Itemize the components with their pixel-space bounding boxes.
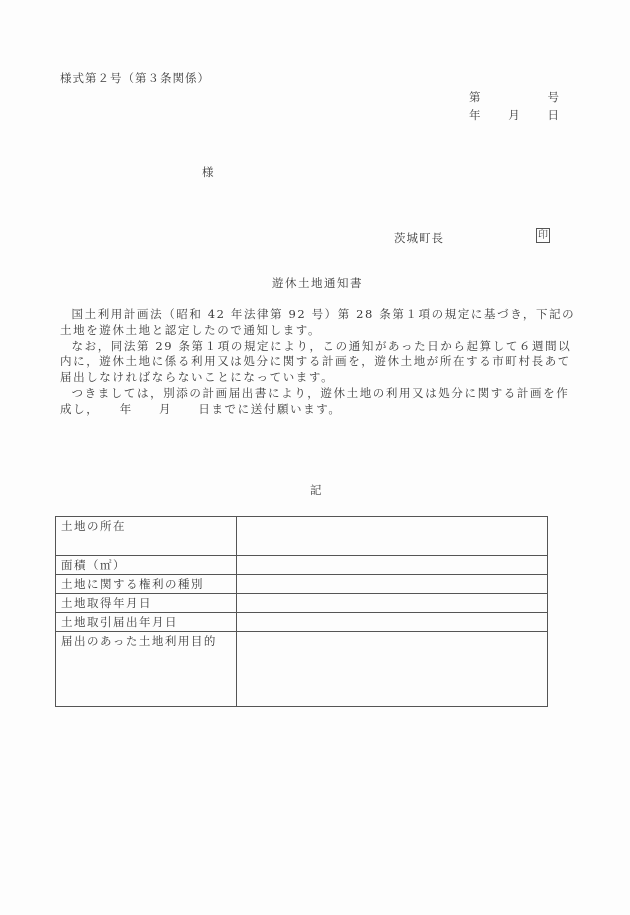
date-month: 月 bbox=[508, 108, 520, 122]
document-number-line bbox=[469, 89, 559, 105]
row-value[interactable] bbox=[237, 594, 548, 613]
body-text bbox=[60, 307, 580, 418]
land-info-table bbox=[55, 516, 548, 707]
seal-icon: 印 bbox=[538, 230, 548, 241]
number-suffix: 号 bbox=[547, 90, 559, 104]
paragraph-1: 国土利用計画法（昭和 42 年法律第 92 号）第 28 条第１項の規定に基づき，下記の土地を遊休土地と認定したので通知します。 bbox=[60, 307, 576, 337]
table-row bbox=[56, 594, 548, 613]
row-value[interactable] bbox=[237, 632, 548, 707]
document-date-line bbox=[469, 107, 559, 123]
row-value[interactable] bbox=[237, 575, 548, 594]
sender-title: 茨城町長 bbox=[394, 231, 444, 245]
table-row bbox=[56, 632, 548, 707]
row-label: 土地取引届出年月日 bbox=[56, 613, 237, 632]
row-label: 土地取得年月日 bbox=[56, 594, 237, 613]
number-prefix: 第 bbox=[469, 90, 481, 104]
form-identifier: 様式第２号（第３条関係） bbox=[60, 71, 210, 85]
row-label: 届出のあった土地利用目的 bbox=[56, 632, 237, 707]
row-value[interactable] bbox=[237, 556, 548, 575]
table-row bbox=[56, 556, 548, 575]
row-value[interactable] bbox=[237, 517, 548, 556]
row-label: 土地の所在 bbox=[56, 517, 237, 556]
paragraph-2: なお，同法第 29 条第１項の規定により，この通知があった日から起算して６週間以内に，遊休土地に係る利用又は処分に関する計画を，遊休土地が所在する市町村長あて届出しなければならないことになっています。 bbox=[60, 338, 572, 385]
paragraph-3: つきましては，別添の計画届出書により，遊休土地の利用又は処分に関する計画を作成し， 年 月 日までに送付願います。 bbox=[60, 385, 570, 416]
date-year: 年 bbox=[469, 108, 481, 122]
row-label: 土地に関する権利の種別 bbox=[56, 575, 237, 594]
table-row bbox=[56, 575, 548, 594]
row-value[interactable] bbox=[237, 613, 548, 632]
table-row bbox=[56, 613, 548, 632]
document-title: 遊休土地通知書 bbox=[272, 276, 363, 290]
addressee-honorific: 様 bbox=[202, 165, 214, 179]
row-label: 面積（㎡） bbox=[56, 556, 237, 575]
ki-heading: 記 bbox=[310, 483, 322, 497]
date-day: 日 bbox=[547, 108, 559, 122]
table-row bbox=[56, 517, 548, 556]
